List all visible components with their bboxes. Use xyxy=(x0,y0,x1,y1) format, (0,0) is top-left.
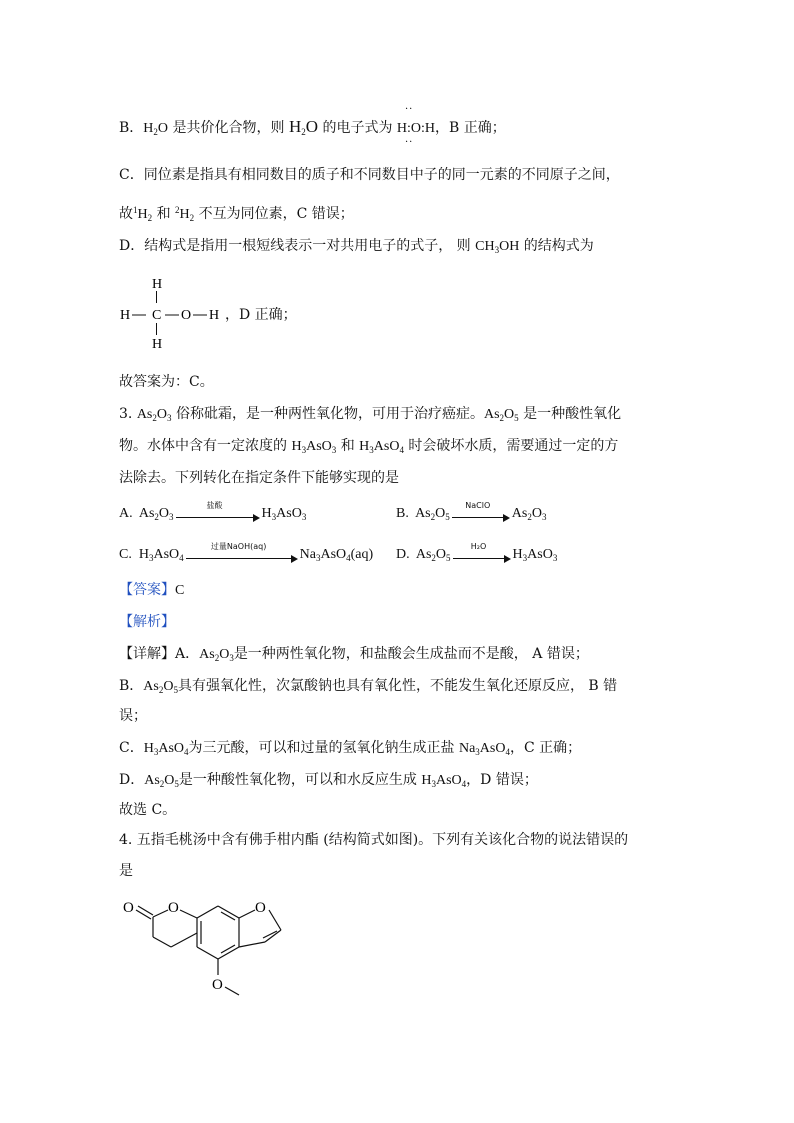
molecule-structure xyxy=(115,885,305,1005)
svg-text:C: C xyxy=(152,308,162,323)
detail-c: C．$H_3AsO_4$为三元酸，可以和过量的氢氧化钠生成正盐 $Na_3AsO_4$，C 正确； xyxy=(119,740,582,757)
h-top: H xyxy=(152,277,163,292)
svg-text:H: H xyxy=(120,308,131,323)
lone-pair-top: ·· xyxy=(405,104,414,115)
svg-text:H: H xyxy=(209,308,220,323)
structure-suffix: ，D 正确； xyxy=(225,307,297,323)
ring-oxygen: O xyxy=(168,900,179,916)
detail-conclusion: 故选 C。 xyxy=(119,802,177,818)
answer-label: 【答案】 xyxy=(119,582,175,598)
q3-line2: 物。水体中含有一定浓度的 $H_3AsO_3$ 和 $H_3AsO_4$ 时会破坏水质，需要通过一定的方 xyxy=(119,438,619,455)
q4-line2: 是 xyxy=(119,863,133,879)
q3-line3: 法除去。下列转化在指定条件下能够实现的是 xyxy=(119,470,399,486)
detail-b2: 误； xyxy=(119,708,147,724)
answer-value: C xyxy=(175,583,185,598)
methoxy-oxygen: O xyxy=(212,977,223,993)
analysis-label: 【解析】 xyxy=(119,614,175,630)
answer-line xyxy=(119,580,184,601)
svg-text:O: O xyxy=(181,308,192,323)
line-c2: 故$^1H_2$ 和 $^2H_2$ 不互为同位素，C 错误； xyxy=(119,205,354,223)
furan-oxygen: O xyxy=(255,900,266,916)
option-a: A. $As_2O_3$ 盐酸 $H_3AsO_3$ xyxy=(119,500,307,522)
line-c1: C．同位素是指具有相同数目的质子和不同数目中子的同一元素的不同原子之间， xyxy=(119,167,620,183)
carbonyl-oxygen: O xyxy=(123,900,134,916)
option-d: D. $As_2O_5$ H₂O $H_3AsO_3$ xyxy=(396,541,558,563)
previous-answer: 故答案为：C。 xyxy=(119,374,214,390)
q4-line1: 4. 五指毛桃汤中含有佛手柑内酯 (结构简式如图)。下列有关该化合物的说法错误的 xyxy=(119,832,629,848)
detail-a: 【详解】A．$As_2O_3$是一种两性氧化物，和盐酸会生成盐而不是酸， A 错误； xyxy=(119,646,589,663)
electron-formula: H:O:H xyxy=(396,121,436,136)
q3-line1: 3. $As_2O_3$ 俗称砒霜，是一种两性氧化物，可用于治疗癌症。$As_2O_5$ 是一种酸性氧化 xyxy=(119,406,622,423)
svg-text:H: H xyxy=(152,337,163,352)
detail-d: D．$As_2O_5$是一种酸性氧化物，可以和水反应生成 $H_3AsO_4$，D 错误； xyxy=(119,772,538,789)
option-c: C. $H_3AsO_4$ 过量NaOH(aq) $Na_3AsO_4(aq)$ xyxy=(119,541,374,563)
detail-b1: B．$As_2O_5$具有强氧化性，次氯酸钠也具有氧化性，不能发生氧化还原反应， B 错 xyxy=(119,678,618,695)
line-d: D．结构式是指用一根短线表示一对共用电子的式子， 则 $CH_3OH$ 的结构式为 xyxy=(119,238,594,255)
lone-pair-bottom: ·· xyxy=(405,137,414,148)
option-b: B. $As_2O_5$ NaClO $As_2O_3$ xyxy=(396,500,547,522)
line-b: B．$H_2O$ 是共价化合物，则 $H_2O$ 的电子式为 H:O:H，B 正确； xyxy=(119,117,506,137)
